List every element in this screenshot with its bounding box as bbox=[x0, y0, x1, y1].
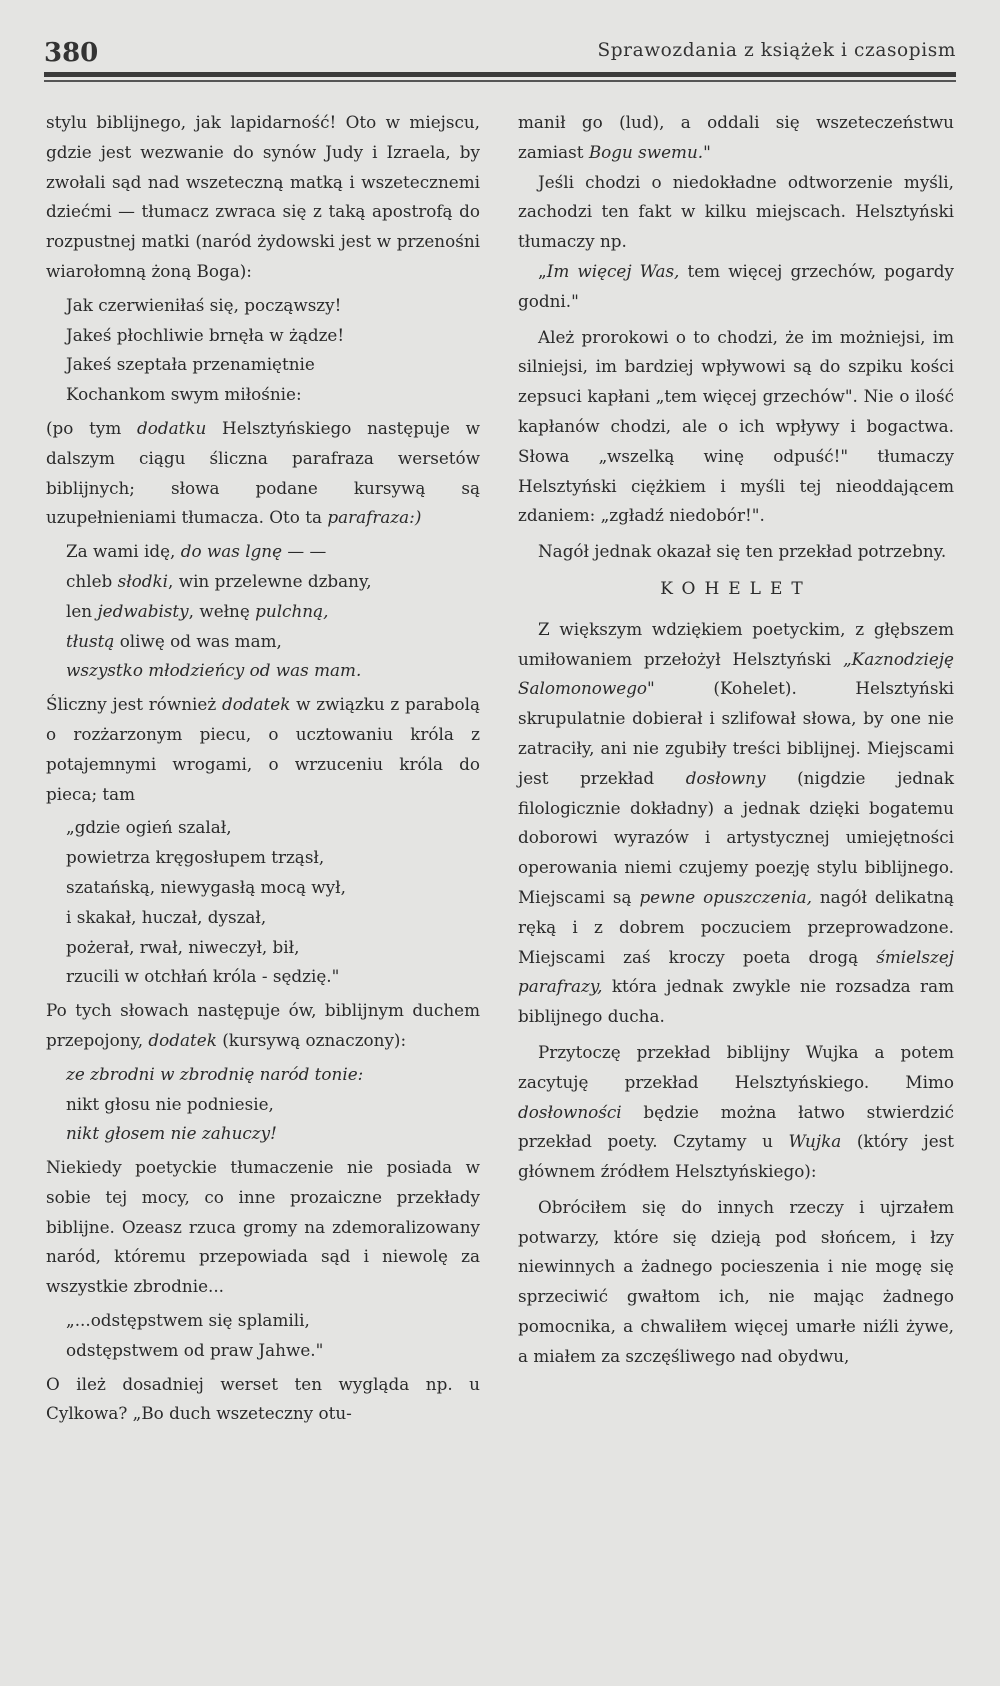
page-number: 380 bbox=[44, 38, 99, 68]
verse-line: ze zbrodni w zbrodnię naród tonie: bbox=[66, 1063, 364, 1084]
right-column bbox=[518, 108, 954, 1372]
verse-line: tłustą oliwę od was mam, bbox=[66, 630, 282, 651]
verse-quote bbox=[66, 813, 480, 992]
verse-line: Jakeś szeptała przenamiętnie bbox=[66, 354, 315, 375]
paragraph: Po tych słowach następuje ów, biblijnym duchem przepojony, dodatek (kursywą oznaczony): bbox=[46, 1000, 480, 1050]
paragraph: Niekiedy poetyckie tłumaczenie nie posiada w sobie tej mocy, co inne prozaiczne przekłady biblijne. Ozeasz rzuca gromy na zdemoralizowany naród, któremu przepowiada sąd i niewolę za wszystkie zbrodnie... bbox=[46, 1157, 480, 1297]
paragraph: Obróciłem się do innych rzeczy i ujrzałem potwarzy, które się dzieją pod słońcem, i łzy niewinnych a żadnego pocieszenia i nie mogę się sprzeciwić gwałtom ich, nie mając żadnego pomocnika, a chwaliłem więcej umarłe niźli żywe, a miałem za szczęśliwego nad obydwu, bbox=[518, 1196, 954, 1366]
verse-line: nikt głosu nie podniesie, bbox=[66, 1093, 274, 1114]
verse-line: pożerał, rwał, niweczył, bił, bbox=[66, 936, 300, 957]
paragraph: Śliczny jest również dodatek w związku z parabolą o rozżarzonym piecu, o ucztowaniu króla z potajemnymi wrogami, o wrzuceniu króla do pieca; tam bbox=[46, 694, 480, 804]
header-rule bbox=[44, 72, 956, 77]
verse-line: Jak czerwieniłaś się, począwszy! bbox=[66, 294, 342, 315]
paragraph: „Im więcej Was, tem więcej grzechów, pogardy godni." bbox=[518, 260, 954, 311]
header-rule-thin bbox=[44, 80, 956, 82]
verse-line: len jedwabisty, wełnę pulchną, bbox=[66, 600, 329, 621]
verse-quote bbox=[66, 1060, 480, 1149]
verse-line: szatańską, niewygasłą mocą wył, bbox=[66, 876, 346, 897]
verse-line: Za wami idę, do was lgnę — — bbox=[66, 541, 327, 562]
paragraph: Jeśli chodzi o niedokładne odtworzenie myśli, zachodzi ten fakt w kilku miejscach. Helsztyński tłumaczy np. bbox=[518, 171, 954, 252]
verse-line: nikt głosem nie zahuczy! bbox=[66, 1123, 277, 1144]
verse-line: Jakeś płochliwie brnęła w żądze! bbox=[66, 324, 345, 345]
verse-line: „gdzie ogień szalał, bbox=[66, 817, 232, 838]
verse-line: odstępstwem od praw Jahwe." bbox=[66, 1339, 324, 1360]
verse-line: „...odstępstwem się splamili, bbox=[66, 1310, 310, 1331]
left-column bbox=[46, 108, 480, 1429]
verse-line: wszystko młodzieńcy od was mam. bbox=[66, 660, 362, 681]
paragraph: Z większym wdziękiem poetyckim, z głębszem umiłowaniem przełożył Helsztyński „Kaznodzieję Salomonowego" (Kohelet). Helsztyński skrupulatnie dobierał i szlifował słowa, by one nie zatraciły, ani nie zgubiły treści biblijnej. Miejscami jest przekład dosłowny (nigdzie jednak filologicznie dokładny) a jednak dzięki bogatemu doborowi wyrazów i artystycznej umiejętności operowania niemi czujemy poezję stylu biblijnego. Miejscami są pewne opuszczenia, nagół delikatną ręką i z dobrem poczuciem przeprowadzone. Miejscami zaś kroczy poeta drogą śmielszej parafrazy, która jednak zwykle nie rozsadza ram biblijnego ducha. bbox=[518, 618, 955, 1027]
paragraph: Nagół jednak okazał się ten przekład potrzebny. bbox=[538, 541, 947, 562]
section-heading: KOHELET bbox=[660, 578, 812, 599]
verse-line: rzucili w otchłań króla - sędzię." bbox=[66, 966, 340, 987]
paragraph: stylu biblijnego, jak lapidarność! Oto w miejscu, gdzie jest wezwanie do synów Judy i Izraela, by zwołali sąd nad wszeteczną matką i wszetecznemi dziećmi — tłumacz zwraca się z taką apostrofą do rozpustnej matki (naród żydowski jest w przenośni wiarołomną żoną Boga): bbox=[46, 112, 480, 281]
paragraph: (po tym dodatku Helsztyńskiego następuje w dalszym ciągu śliczna parafraza wersetów biblijnych; słowa podane kursywą są uzupełnieniami tłumacza. Oto ta parafraza:) bbox=[46, 417, 481, 528]
verse-quote bbox=[66, 1306, 480, 1366]
verse-quote bbox=[66, 291, 480, 410]
paragraph: Przytoczę przekład biblijny Wujka a potem zacytuję przekład Helsztyńskiego. Mimo dosłowności będzie można łatwo stwierdzić przekład poety. Czytamy u Wujka (który jest głównem źródłem Helsztyńskiego): bbox=[518, 1041, 954, 1182]
verse-line: Kochankom swym miłośnie: bbox=[66, 384, 302, 405]
verse-line: powietrza kręgosłupem trząsł, bbox=[66, 847, 325, 868]
paragraph: Ależ prorokowi o to chodzi, że im możniejsi, im silniejsi, im bardziej wpływowi są do szpiku kości zepsuci kapłani „tem więcej grzechów". Nie o ilość kapłanów chodzi, ale o ich wpływy i bogactwa. Słowa „wszelką winę odpuść!" tłumaczy Helsztyński ciężkiem i myśli tej nieoddającem zdaniem: „zgładź niedobór!". bbox=[518, 326, 954, 526]
running-title: Sprawozdania z książek i czasopism bbox=[597, 40, 956, 61]
verse-line: i skakał, huczał, dyszał, bbox=[66, 906, 267, 927]
verse-quote bbox=[66, 537, 480, 686]
paragraph: manił go (lud), a oddali się wszeteczeństwu zamiast Bogu swemu." bbox=[518, 112, 954, 162]
verse-line: chleb słodki, win przelewne dzbany, bbox=[66, 570, 372, 591]
paragraph: O ileż dosadniej werset ten wygląda np. u Cylkowa? „Bo duch wszeteczny otu- bbox=[46, 1373, 480, 1424]
